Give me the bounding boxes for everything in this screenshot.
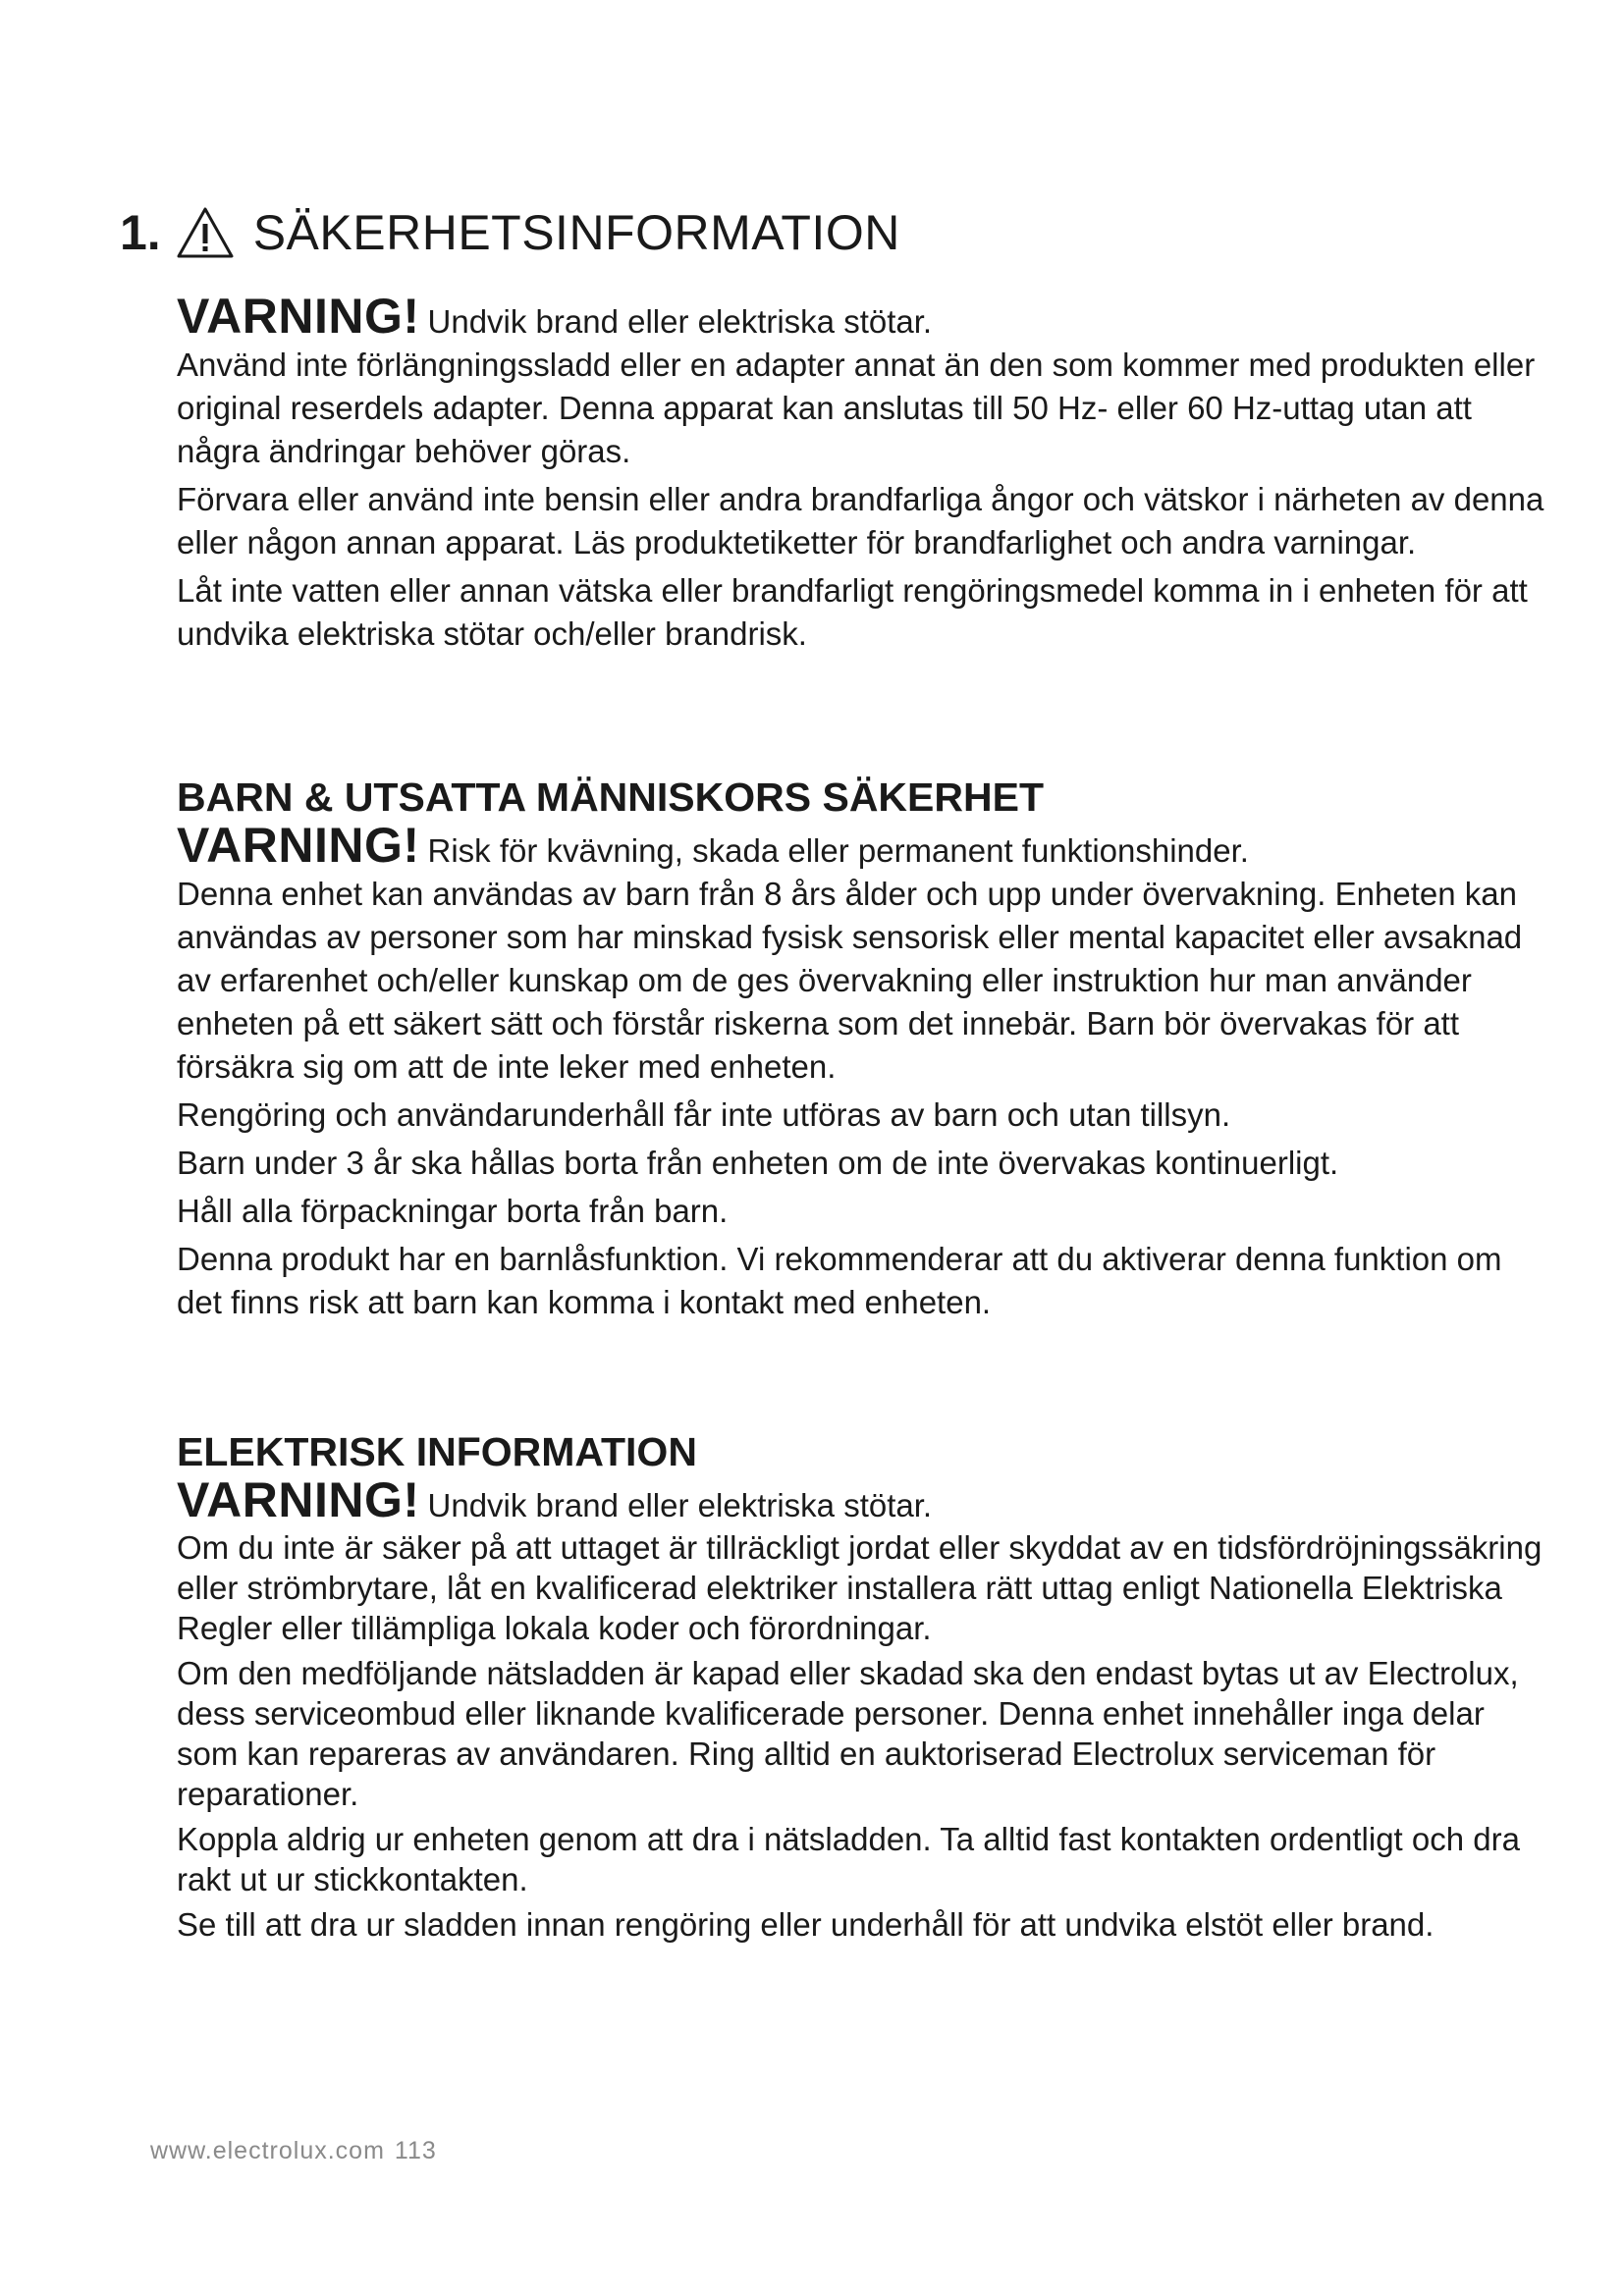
section-heading: BARN & UTSATTA MÄNNISKORS SÄKERHET [177,774,1045,820]
paragraph: Om du inte är säker på att uttaget är tillräckligt jordat eller skyddat av en tidsfördröjningssäkring eller strömbrytare, låt en kvalificerad elektriker installera rätt uttag enligt Nationella Elektriska Regler eller tillämpliga lokala koder och förordningar. [177,1529,1543,1646]
warning-text: Undvik brand eller elektriska stötar. [427,303,933,340]
paragraph: Barn under 3 år ska hållas borta från enheten om de inte övervakas kontinuerligt. [177,1145,1339,1181]
warning-text: Undvik brand eller elektriska stötar. [427,1487,933,1523]
warning-line [177,818,1551,873]
footer-url: www.electrolux.com [150,2137,385,2164]
chapter-title-text: SÄKERHETSINFORMATION [252,205,900,260]
section-general-safety [177,289,1551,661]
section-heading: ELEKTRISK INFORMATION [177,1429,697,1474]
warning-label: VARNING! [177,1472,420,1527]
warning-text: Risk för kvävning, skada eller permanent funktionshinder. [427,832,1249,869]
chapter-title [120,204,900,261]
warning-line [177,1472,1551,1527]
paragraph: Håll alla förpackningar borta från barn. [177,1193,729,1229]
paragraph: Se till att dra ur sladden innan rengöring eller underhåll för att undvika elstöt eller brand. [177,1906,1435,1943]
warning-line [177,289,1551,344]
warning-label: VARNING! [177,818,420,873]
paragraph: Låt inte vatten eller annan vätska eller brandfarligt rengöringsmedel komma in i enheten för att undvika elektriska stötar och/eller brandrisk. [177,572,1528,652]
paragraph: Koppla aldrig ur enheten genom att dra i nätsladden. Ta alltid fast kontakten ordentligt och dra rakt ut ur stickkontakten. [177,1821,1520,1897]
section-electrical-info [177,1425,1551,1949]
warning-label: VARNING! [177,289,420,344]
page-footer [150,2137,437,2165]
warning-triangle-icon [175,205,236,260]
paragraph: Om den medföljande nätsladden är kapad eller skadad ska den endast bytas ut av Electrolux, dess serviceombud eller liknande kvalificerade personer. Denna enhet innehåller inga delar som kan repareras av användaren. Ring alltid en auktoriserad Electrolux serviceman för reparationer. [177,1655,1519,1812]
paragraph: Rengöring och användarunderhåll får inte utföras av barn och utan tillsyn. [177,1096,1231,1133]
paragraph: Förvara eller använd inte bensin eller andra brandfarliga ångor och vätskor i närheten av denna eller någon annan apparat. Läs produktetiketter för brandfarlighet och andra varningar. [177,481,1544,561]
paragraph: Denna produkt har en barnlåsfunktion. Vi rekommenderar att du aktiverar denna funktion om det finns risk att barn kan komma i kontakt med enheten. [177,1241,1502,1320]
paragraph: Använd inte förlängningssladd eller en adapter annat än den som kommer med produkten eller original reserdels adapter. Denna apparat kan anslutas till 50 Hz- eller 60 Hz-uttag utan att några ändringar behöver göras. [177,347,1536,469]
section-child-safety [177,771,1551,1329]
page-number: 113 [394,2137,437,2164]
paragraph: Denna enhet kan användas av barn från 8 års ålder och upp under övervakning. Enheten kan användas av personer som har minskad fysisk sensorisk eller mental kapacitet eller avsaknad av erfarenhet och/eller kunskap om de ges övervakning eller instruktion hur man använder enheten på ett säkert sätt och förstår riskerna som det innebär. Barn bör övervakas för att försäkra sig om att de inte leker med enheten. [177,876,1523,1085]
chapter-number: 1. [120,205,161,260]
